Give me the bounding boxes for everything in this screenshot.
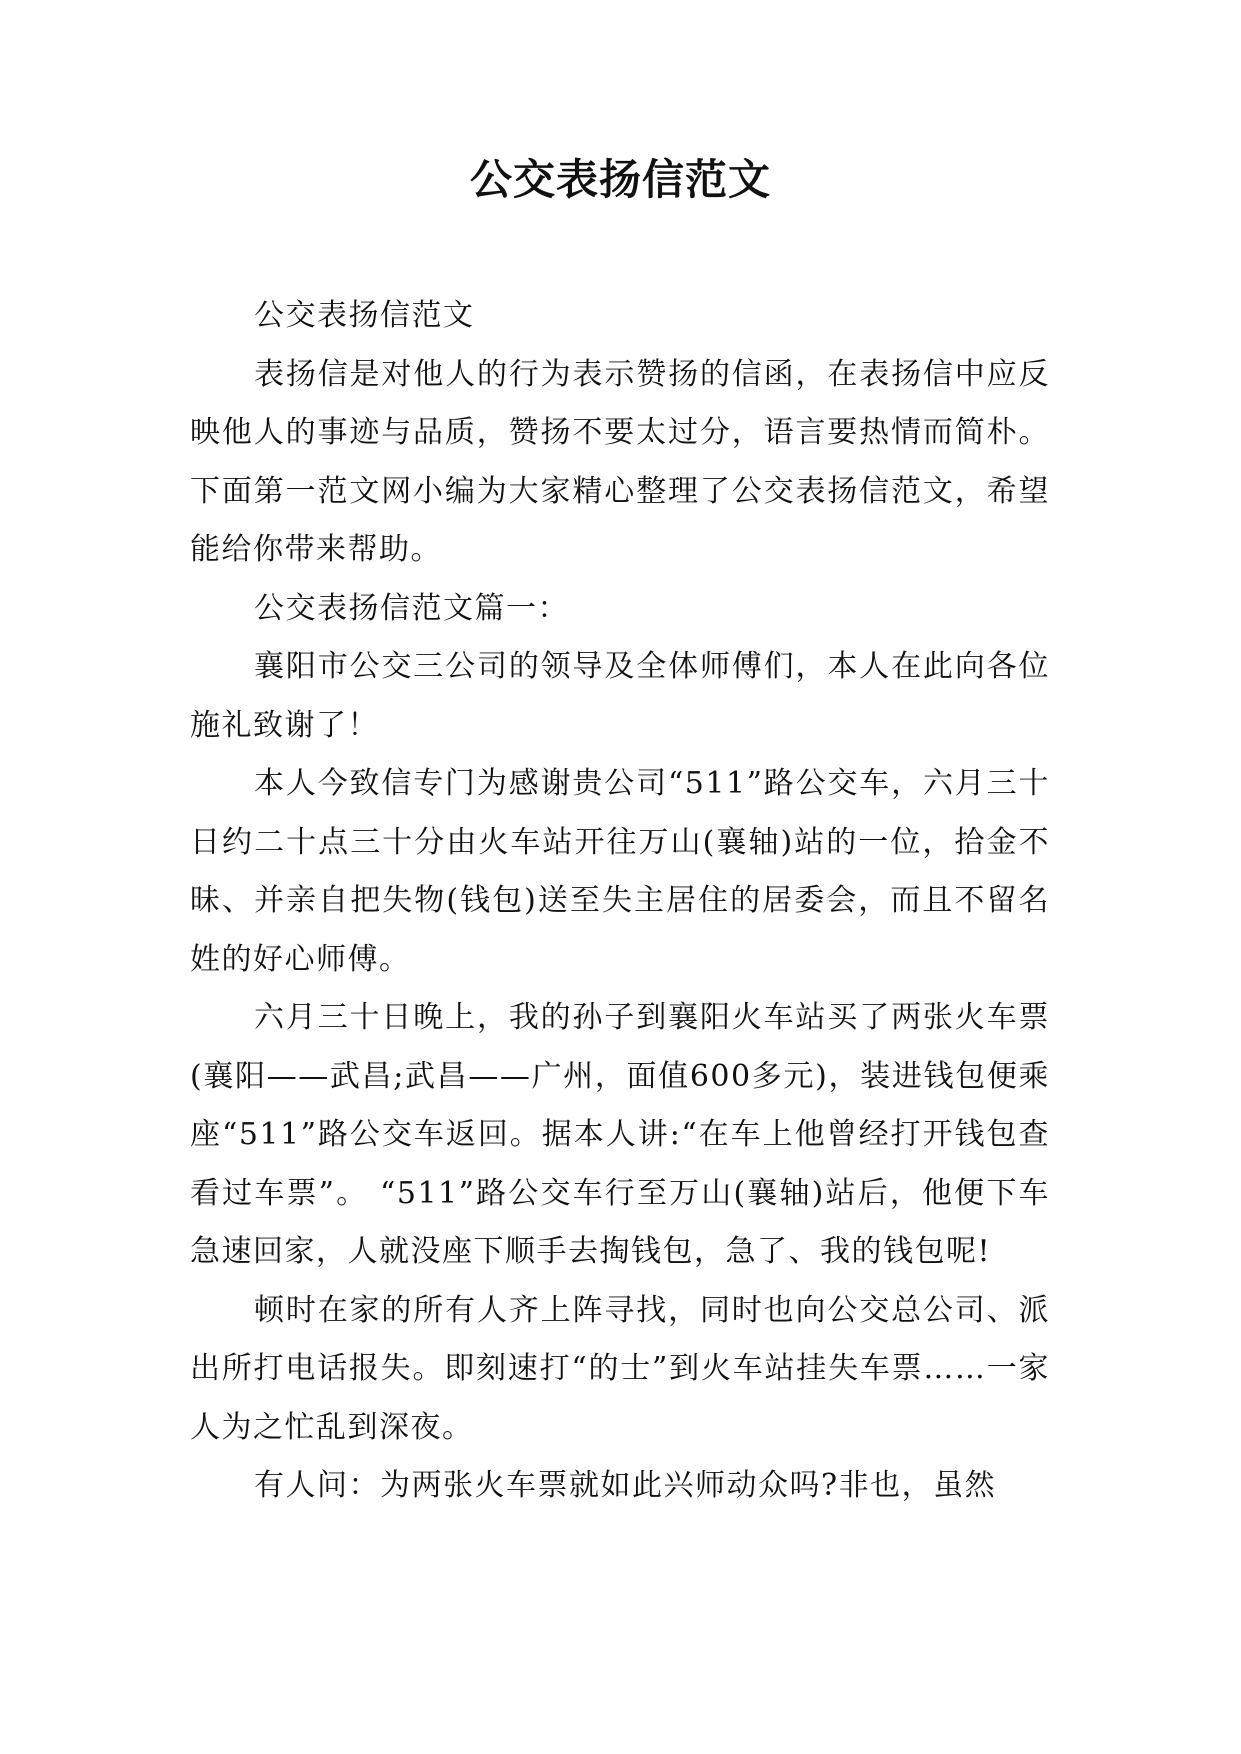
paragraph-salutation: 襄阳市公交三公司的领导及全体师傅们，本人在此向各位施礼致谢了！ xyxy=(190,649,1050,743)
paragraph-section-title: 公交表扬信范文篇一： xyxy=(254,590,569,626)
paragraph: 本人今致信专门为感谢贵公司“511”路公交车，六月三十日约二十点三十分由火车站开往万山(襄轴)站的一位，拾金不昧、并亲自把失物(钱包)送至失主居住的居委会，而且不留名姓的好心师傅。 xyxy=(190,766,1050,977)
paragraph: 顿时在家的所有人齐上阵寻找，同时也向公交总公司、派出所打电话报失。即刻速打“的士”到火车站挂失车票……一家人为之忙乱到深夜。 xyxy=(190,1292,1050,1445)
paragraph-heading: 公交表扬信范文 xyxy=(254,298,475,333)
paragraph: 六月三十日晚上，我的孙子到襄阳火车站买了两张火车票(襄阳——武昌;武昌——广州，面值600多元)，装进钱包便乘座“511”路公交车返回。据本人讲:“在车上他曾经打开钱包查看过车票”。 “511”路公交车行至万山(襄轴)站后，他便下车急速回家，人就没座下顺手去掏钱包，急了、我的钱包呢! xyxy=(190,1000,1050,1269)
paragraph: 有人问：为两张火车票就如此兴师动众吗?非也，虽然 xyxy=(254,1468,997,1503)
document-body xyxy=(190,287,1050,1516)
paragraph-intro: 表扬信是对他人的行为表示赞扬的信函，在表扬信中应反映他人的事迹与品质，赞扬不要太过分，语言要热情而简朴。下面第一范文网小编为大家精心整理了公交表扬信范文，希望能给你带来帮助。 xyxy=(190,356,1050,567)
document-title: 公交表扬信范文 xyxy=(469,155,771,204)
